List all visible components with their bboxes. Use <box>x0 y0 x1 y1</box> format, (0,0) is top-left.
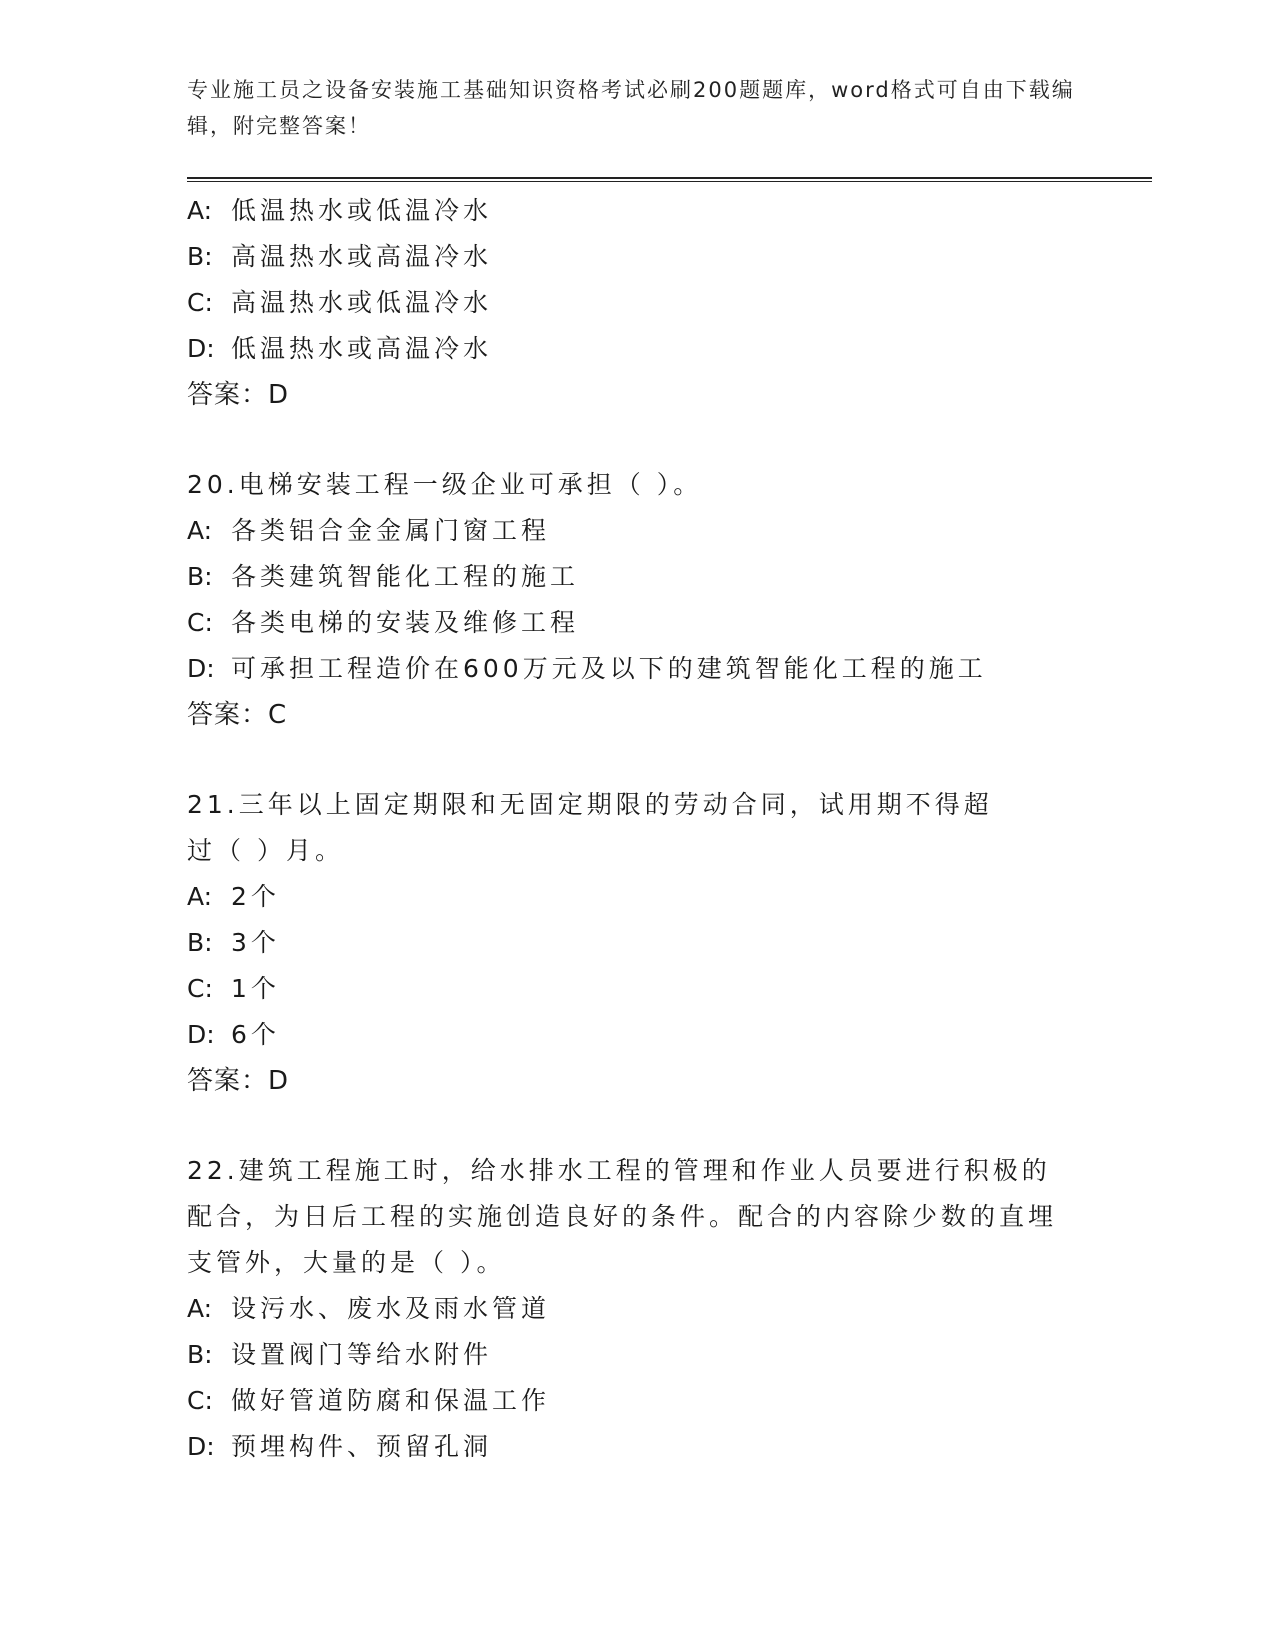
option-b: B: 设置阀门等给水附件 <box>187 1340 493 1369</box>
header-divider <box>187 177 1152 182</box>
answer: 答案：C <box>187 700 288 730</box>
spacer <box>187 418 1087 462</box>
question-19-continued <box>187 188 1087 418</box>
option-c: C: 各类电梯的安装及维修工程 <box>187 608 580 637</box>
option-a: A: 设污水、废水及雨水管道 <box>187 1294 551 1323</box>
option-b: B: 高温热水或高温冷水 <box>187 242 493 271</box>
answer: 答案：D <box>187 380 290 410</box>
option-c: C: 做好管道防腐和保温工作 <box>187 1386 551 1415</box>
document-header <box>187 72 1087 144</box>
question-21 <box>187 782 1087 1104</box>
question-22 <box>187 1148 1087 1470</box>
option-b: B: 各类建筑智能化工程的施工 <box>187 562 580 591</box>
question-text: 20.电梯安装工程一级企业可承担（ ）。 <box>187 470 703 499</box>
question-text: 21.三年以上固定期限和无固定期限的劳动合同，试用期不得超过（ ）月。 <box>187 790 993 865</box>
option-a: A: 各类铝合金金属门窗工程 <box>187 516 551 545</box>
question-20 <box>187 462 1087 738</box>
spacer <box>187 738 1087 782</box>
option-d: D: 可承担工程造价在600万元及以下的建筑智能化工程的施工 <box>187 654 987 683</box>
option-c: C: 高温热水或低温冷水 <box>187 288 493 317</box>
option-a: A: 低温热水或低温冷水 <box>187 196 493 225</box>
answer: 答案：D <box>187 1066 290 1096</box>
question-list <box>187 188 1087 1470</box>
question-text: 22.建筑工程施工时，给水排水工程的管理和作业人员要进行积极的配合，为日后工程的实施创造良好的条件。配合的内容除少数的直埋支管外，大量的是（ ）。 <box>187 1156 1058 1277</box>
header-text: 专业施工员之设备安装施工基础知识资格考试必刷200题题库，word格式可自由下载编辑，附完整答案！ <box>187 78 1075 138</box>
option-b: B: 3个 <box>187 928 280 957</box>
option-d: D: 6个 <box>187 1020 280 1049</box>
option-d: D: 低温热水或高温冷水 <box>187 334 493 363</box>
option-d: D: 预埋构件、预留孔洞 <box>187 1432 493 1461</box>
option-a: A: 2个 <box>187 882 280 911</box>
option-c: C: 1个 <box>187 974 280 1003</box>
spacer <box>187 1104 1087 1148</box>
